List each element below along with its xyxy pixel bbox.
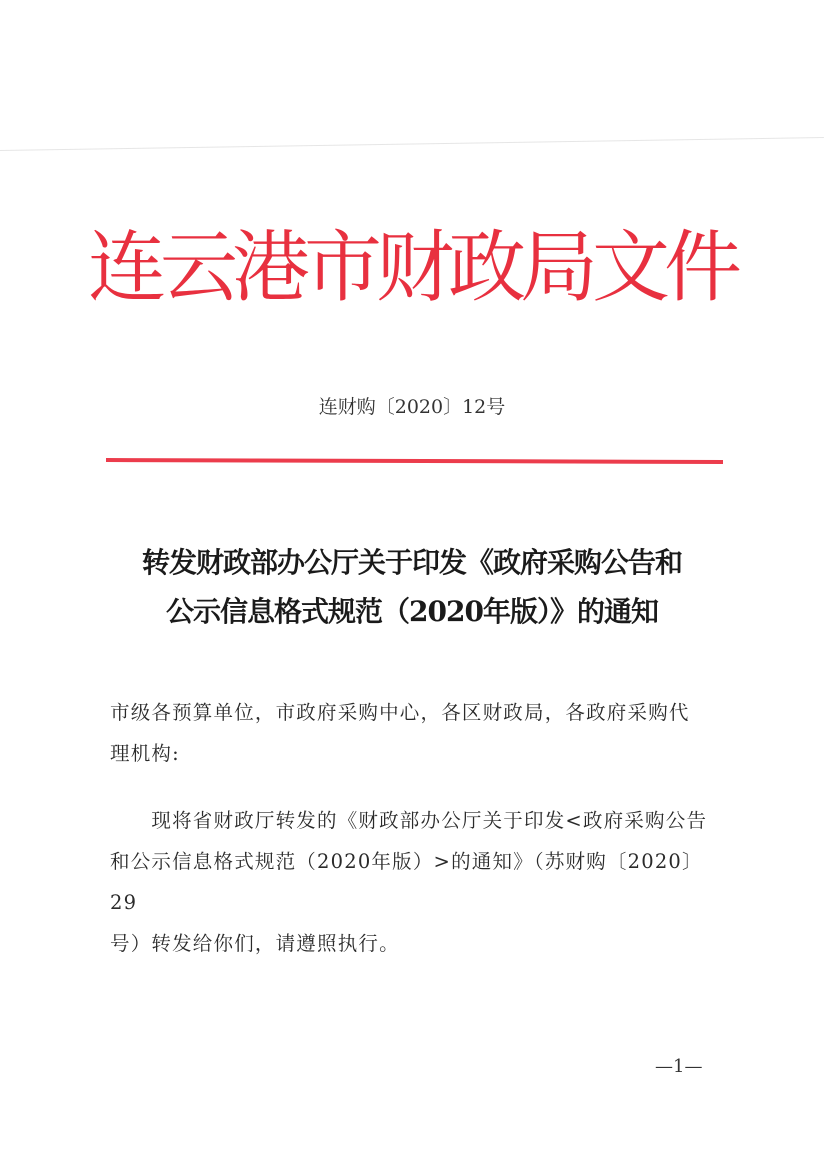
body-line-1: 现将省财政厅转发的《财政部办公厅关于印发<政府采购公告 [110, 809, 708, 832]
addressee-line-2: 理机构: [110, 742, 180, 765]
scan-artifact-line [0, 137, 824, 151]
addressee-block [110, 692, 722, 774]
addressee-line-1: 市级各预算单位，市政府采购中心，各区财政局，各政府采购代 [110, 701, 690, 724]
body-line-2: 和公示信息格式规范（2020年版）>的通知》（苏财购〔2020〕29 [110, 850, 703, 914]
page-number: —1— [655, 1056, 703, 1077]
document-header-title: 连云港市财政局文件 [87, 223, 736, 313]
notice-title-line-1: 转发财政部办公厅关于印发《政府采购公告和 [141, 546, 682, 579]
notice-title-line-2: 公示信息格式规范（2020年版）》的通知 [166, 595, 658, 628]
red-divider-rule [106, 458, 723, 464]
body-paragraph [110, 800, 722, 964]
notice-title [0, 538, 824, 636]
body-line-3: 号）转发给你们，请遵照执行。 [110, 932, 400, 955]
document-number: 连财购〔2020〕12号 [318, 396, 506, 418]
